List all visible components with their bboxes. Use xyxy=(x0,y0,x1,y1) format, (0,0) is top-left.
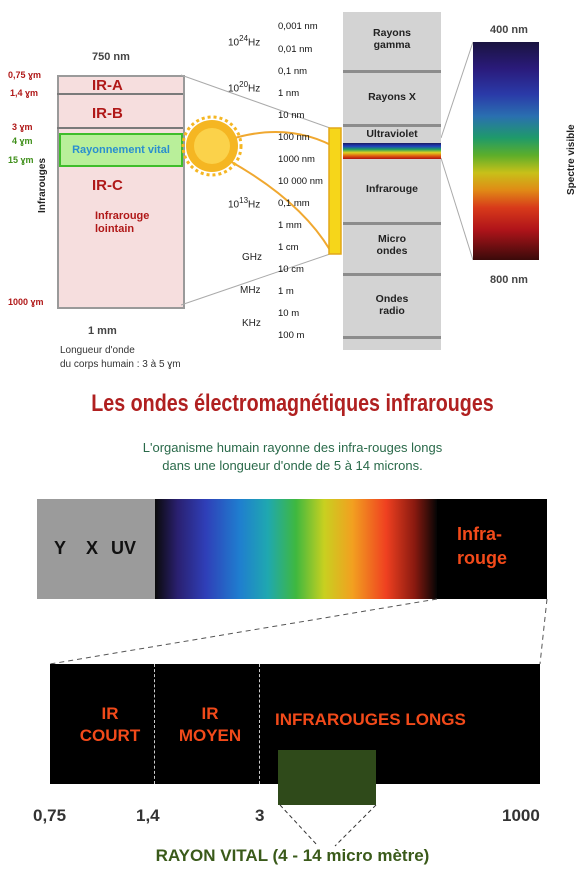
page-title: Les ondes électromagnétiques infrarouges xyxy=(91,390,494,417)
gamma-rays-label: Rayons gamma xyxy=(373,27,411,51)
divider-court-moyen xyxy=(154,664,155,784)
wavelength-12: 1 m xyxy=(278,286,294,297)
ir-longs-label: INFRAROUGES LONGS xyxy=(275,710,466,729)
sep-micro-radio xyxy=(343,273,441,276)
infrared-range-bar xyxy=(329,128,341,254)
scale-075: 0,75 ɣm xyxy=(8,70,42,80)
ir-bottom-wavelength: 1 mm xyxy=(88,325,117,337)
band-ir-label-2: rouge xyxy=(457,548,508,568)
radio-waves-label: Ondes radio xyxy=(375,293,409,317)
connector-visible-bottom xyxy=(441,158,473,260)
sun-icon xyxy=(183,117,241,175)
wavelength-4: 10 nm xyxy=(278,110,305,121)
freq-1e24: $10^{24}Hz$ xyxy=(228,34,261,49)
zoom-line-right xyxy=(540,599,547,664)
visible-spectrum-bar xyxy=(473,42,539,260)
wavelength-3: 1 nm xyxy=(278,88,300,99)
sep-gamma-x xyxy=(343,70,441,73)
zoom-lines xyxy=(0,595,585,670)
scale-14: 1,4 ɣm xyxy=(10,88,39,98)
visible-band-strip xyxy=(343,143,441,159)
wavelength-11: 10 cm xyxy=(278,264,304,275)
vital-pointer-lines xyxy=(0,800,585,850)
ir-court-label-2: COURT xyxy=(79,726,141,745)
freq-1e20: $10^{20}Hz$ xyxy=(228,80,261,95)
band-visible-spectrum xyxy=(155,499,437,599)
visible-800nm: 800 nm xyxy=(490,274,528,286)
scale-label-1000: 1000 xyxy=(502,806,540,825)
sep-radio-bottom xyxy=(343,336,441,339)
ir-a-label: IR-A xyxy=(92,77,123,94)
ultraviolet-label: Ultraviolet xyxy=(366,128,418,140)
wavelength-6: 1000 nm xyxy=(278,154,315,165)
ir-top-wavelength: 750 nm xyxy=(92,51,130,63)
caption-line-1: Longueur d'onde xyxy=(60,345,135,356)
infrared-label: Infrarouge xyxy=(366,183,418,195)
freq-khz: KHz xyxy=(242,318,261,329)
subtitle-line-1: L'organisme humain rayonne des infra-rouges longs xyxy=(142,440,443,455)
divider-moyen-longs xyxy=(259,664,260,784)
wavelength-9: 1 mm xyxy=(278,220,302,231)
vital-pointer-right xyxy=(335,805,376,846)
scale-label-3: 3 xyxy=(255,806,265,825)
vital-radiation-label: Rayonnement vital xyxy=(72,144,170,156)
freq-ghz: GHz xyxy=(242,252,262,263)
scale-1000: 1000 ɣm xyxy=(8,297,44,307)
ir-court-label-1: IR xyxy=(101,704,119,723)
vital-ray-caption: RAYON VITAL (4 - 14 micro mètre) xyxy=(155,846,430,865)
microwaves-label: Micro ondes xyxy=(376,233,408,257)
wavelength-2: 0,1 nm xyxy=(278,66,308,77)
ir-c-label: IR-C xyxy=(92,177,123,194)
band-y-label: Y xyxy=(54,538,67,558)
caption-line-2: du corps humain : 3 à 5 ɣm xyxy=(60,359,181,370)
wavelength-0: 0,001 nm xyxy=(278,21,318,32)
sep-ir-micro xyxy=(343,222,441,225)
vital-ray-range-box xyxy=(278,750,376,805)
ir-moyen-label-2: MOYEN xyxy=(178,726,242,745)
scale-15: 15 ɣm xyxy=(8,155,34,165)
zoom-line-left xyxy=(50,599,437,664)
x-rays-label: Rayons X xyxy=(368,91,416,103)
wavelength-5: 100 nm xyxy=(278,132,310,143)
scale-label-075: 0,75 xyxy=(33,806,67,825)
ir-b-label: IR-B xyxy=(92,105,123,122)
vital-pointer-left xyxy=(280,805,318,846)
freq-mhz: MHz xyxy=(240,285,261,296)
scale-label-14: 1,4 xyxy=(136,806,160,825)
visible-spectrum-side-label: Spectre visible xyxy=(566,124,577,195)
wavelength-14: 100 m xyxy=(278,330,305,341)
band-ir-label-1: Infra- xyxy=(457,524,502,544)
ir-moyen-label-1: IR xyxy=(201,704,219,723)
band-x-label: X xyxy=(86,538,99,558)
freq-1e13: $10^{13}Hz$ xyxy=(228,196,261,211)
connector-visible-top xyxy=(441,42,473,138)
wavelength-8: 0,1 mm xyxy=(278,198,310,209)
far-infrared-label: Infrarouge lointain xyxy=(95,210,150,235)
band-uv-label: UV xyxy=(111,538,137,558)
subtitle-line-2: dans une longueur d'onde de 5 à 14 microns. xyxy=(162,458,423,473)
scale-3: 3 ɣm xyxy=(12,122,33,132)
sep-x-uv xyxy=(343,124,441,127)
scale-4: 4 ɣm xyxy=(12,136,33,146)
visible-400nm: 400 nm xyxy=(490,24,528,36)
wavelength-1: 0,01 nm xyxy=(278,44,313,55)
wavelength-13: 10 m xyxy=(278,308,300,319)
wavelength-7: 10 000 nm xyxy=(278,176,323,187)
infrared-side-label: Infrarouges xyxy=(37,157,48,213)
wavelength-10: 1 cm xyxy=(278,242,299,253)
